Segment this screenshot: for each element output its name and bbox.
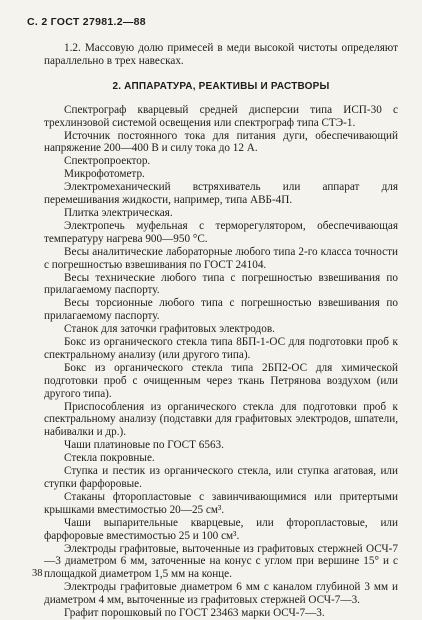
paragraph: Станок для заточки графитовых электродов.: [64, 323, 275, 336]
intro-paragraph: 1.2. Массовую долю примесей в меди высокой чистоты определяют параллельно в трех навесках.: [44, 42, 398, 67]
page-number: 38: [32, 568, 43, 579]
paragraph: Бокс из органического стекла типа 2БП2-ОС для химической подготовки проб с очищенным через ткань Петрянова воздухом (или другого типа).: [44, 361, 398, 400]
paragraph: Плитка электрическая.: [64, 206, 173, 219]
paragraph: Спектрограф кварцевый средней дисперсии типа ИСП-30 с трехлинзовой системой освещения или спектрограф типа СТЭ-1.: [44, 103, 398, 129]
paragraph: Весы технические любого типа с погрешностью взвешивания по прилагаемому паспорту.: [44, 271, 398, 297]
paragraph: Спектропроектор.: [64, 155, 151, 168]
paragraph: Электроды графитовые диаметром 6 мм с каналом глубиной 3 мм и диаметром 4 мм, выточенные из графитовых стержней ОСЧ-7—3.: [44, 581, 398, 607]
paragraph: Микрофотометр.: [64, 168, 145, 181]
paragraph: Чаши платиновые по ГОСТ 6563.: [64, 439, 224, 452]
paragraph: Электроды графитовые, выточенные из графитовых стержней ОСЧ-7—3 диаметром 6 мм, заточенные на конус с углом при вершине 15° и с площадкой диаметром 1,5 мм на конце.: [44, 542, 398, 581]
paragraph: Графит порошковый по ГОСТ 23463 марки ОСЧ-7—3.: [64, 607, 325, 620]
paragraph: Приспособления из органического стекла для подготовки проб к спектральному анализу (подставки для графитовых электродов, шпатели, набивалки и др.).: [44, 400, 398, 439]
paragraph: Чаши выпарительные кварцевые, или фторопластовые, или фарфоровые вместимостью 25 и 100 см³.: [44, 516, 398, 542]
paragraph: Весы аналитические лабораторные любого типа 2-го класса точности с погрешностью взвешивания по ГОСТ 24104.: [44, 245, 398, 271]
page-content: [44, 42, 398, 620]
section-title: 2. АППАРАТУРА, РЕАКТИВЫ И РАСТВОРЫ: [112, 80, 330, 92]
paragraph: Электромеханический встряхиватель или аппарат для перемешивания жидкости, например, типа АВБ-4П.: [44, 181, 398, 207]
paragraph: Стаканы фторопластовые с завинчивающимися или притертыми крышками вместимостью 20—25 см³.: [44, 490, 398, 516]
paragraph: Весы торсионные любого типа с погрешностью взвешивания по прилагаемому паспорту.: [44, 297, 398, 323]
paragraph: Источник постоянного тока для питания дуги, обеспечивающий напряжение 200—400 В и силу тока до 12 А.: [44, 129, 398, 155]
paragraph: Электропечь муфельная с терморегулятором, обеспечивающая температуру нагрева 900—950 °С.: [44, 219, 398, 245]
paragraph: Ступка и пестик из органического стекла, или ступка агатовая, или ступки фарфоровые.: [44, 465, 398, 490]
paragraph: Бокс из органического стекла типа 8БП-1-ОС для подготовки проб к спектральному анализу (или другого типа).: [44, 336, 398, 361]
page-header: С. 2 ГОСТ 27981.2—88: [27, 16, 146, 28]
paragraph: Стекла покровные.: [64, 452, 155, 465]
